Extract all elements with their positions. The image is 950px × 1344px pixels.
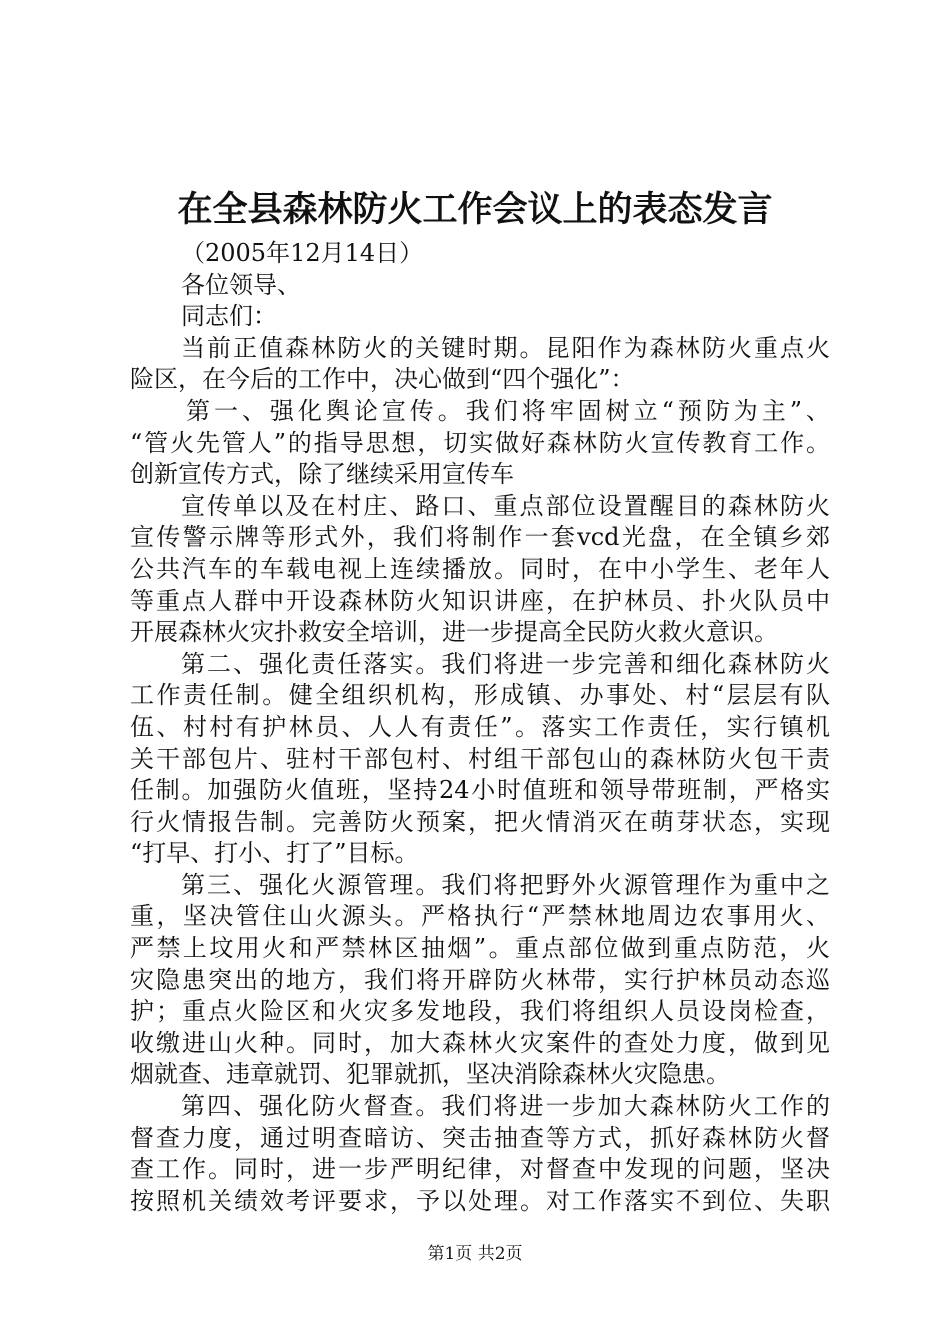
paragraph-line: 烟就查、违章就罚、犯罪就抓，坚决消除森林火灾隐患。 <box>130 1060 730 1089</box>
paragraph-line: “管火先管人”的指导思想，切实做好森林防火宣传教育工作。 <box>130 428 830 457</box>
paragraph-line: 宣传单以及在村庄、路口、重点部位设置醒目的森林防火 <box>181 491 830 520</box>
paragraph-line: 当前正值森林防火的关键时期。昆阳作为森林防火重点火 <box>181 333 830 362</box>
paragraph-line: 灾隐患突出的地方，我们将开辟防火林带，实行护林员动态巡 <box>130 965 830 994</box>
paragraph-line: 督查力度，通过明查暗访、突击抽查等方式，抓好森林防火督 <box>130 1123 830 1152</box>
paragraph-line: 伍、村村有护林员、人人有责任”。落实工作责任，实行镇机 <box>130 712 830 741</box>
paragraph-line: 查工作。同时，进一步严明纪律，对督查中发现的问题，坚决 <box>130 1155 830 1184</box>
paragraph-line: 行火情报告制。完善防火预案，把火情消灭在萌芽状态，实现 <box>130 807 830 836</box>
paragraph-line: 收缴进山火种。同时，加大森林火灾案件的查处力度，做到见 <box>130 1028 830 1057</box>
paragraph-line: 险区，在今后的工作中，决心做到“四个强化”： <box>130 365 635 394</box>
paragraph-line: 护；重点火险区和火灾多发地段，我们将组织人员设岗检查， <box>130 997 830 1026</box>
page-footer: 第1页 共2页 <box>427 1244 523 1264</box>
paragraph-line: 第四、强化防火督查。我们将进一步加大森林防火工作的 <box>181 1092 830 1121</box>
paragraph-line: 关干部包片、驻村干部包村、村组干部包山的森林防火包干责 <box>130 744 830 773</box>
paragraph-line: “打早、打小、打了”目标。 <box>130 839 419 868</box>
paragraph-line: 工作责任制。健全组织机构，形成镇、办事处、村“层层有队 <box>130 681 830 710</box>
paragraph-line: 公共汽车的车载电视上连续播放。同时，在中小学生、老年人 <box>130 554 830 583</box>
paragraph-line: 严禁上坟用火和严禁林区抽烟”。重点部位做到重点防范，火 <box>130 934 830 963</box>
document-body <box>130 238 830 1217</box>
paragraph-line: 等重点人群中开设森林防火知识讲座，在护林员、扑火队员中 <box>130 586 830 615</box>
document-date: （2005年12月14日） <box>181 239 424 267</box>
document-title: 在全县森林防火工作会议上的表态发言 <box>177 189 773 230</box>
paragraph-line: 第二、强化责任落实。我们将进一步完善和细化森林防火 <box>181 649 830 678</box>
paragraph-line: 开展森林火灾扑救安全培训，进一步提高全民防火救火意识。 <box>130 618 778 647</box>
paragraph-line: 按照机关绩效考评要求，予以处理。对工作落实不到位、失职 <box>130 1186 830 1215</box>
paragraph-line: 第三、强化火源管理。我们将把野外火源管理作为重中之 <box>181 870 830 899</box>
salutation-leaders: 各位领导、 <box>181 270 301 299</box>
salutation-comrades: 同志们： <box>181 302 277 331</box>
paragraph-line: 宣传警示牌等形式外，我们将制作一套vcd光盘，在全镇乡郊 <box>130 523 830 552</box>
paragraph-line: 重，坚决管住山火源头。严格执行“严禁林地周边农事用火、 <box>130 902 830 931</box>
paragraph-line: 任制。加强防火值班，坚持24小时值班和领导带班制，严格实 <box>130 776 830 805</box>
paragraph-line: 第一、强化舆论宣传。我们将牢固树立“预防为主”、 <box>186 396 830 425</box>
paragraph-line: 创新宣传方式，除了继续采用宣传车 <box>130 460 514 489</box>
